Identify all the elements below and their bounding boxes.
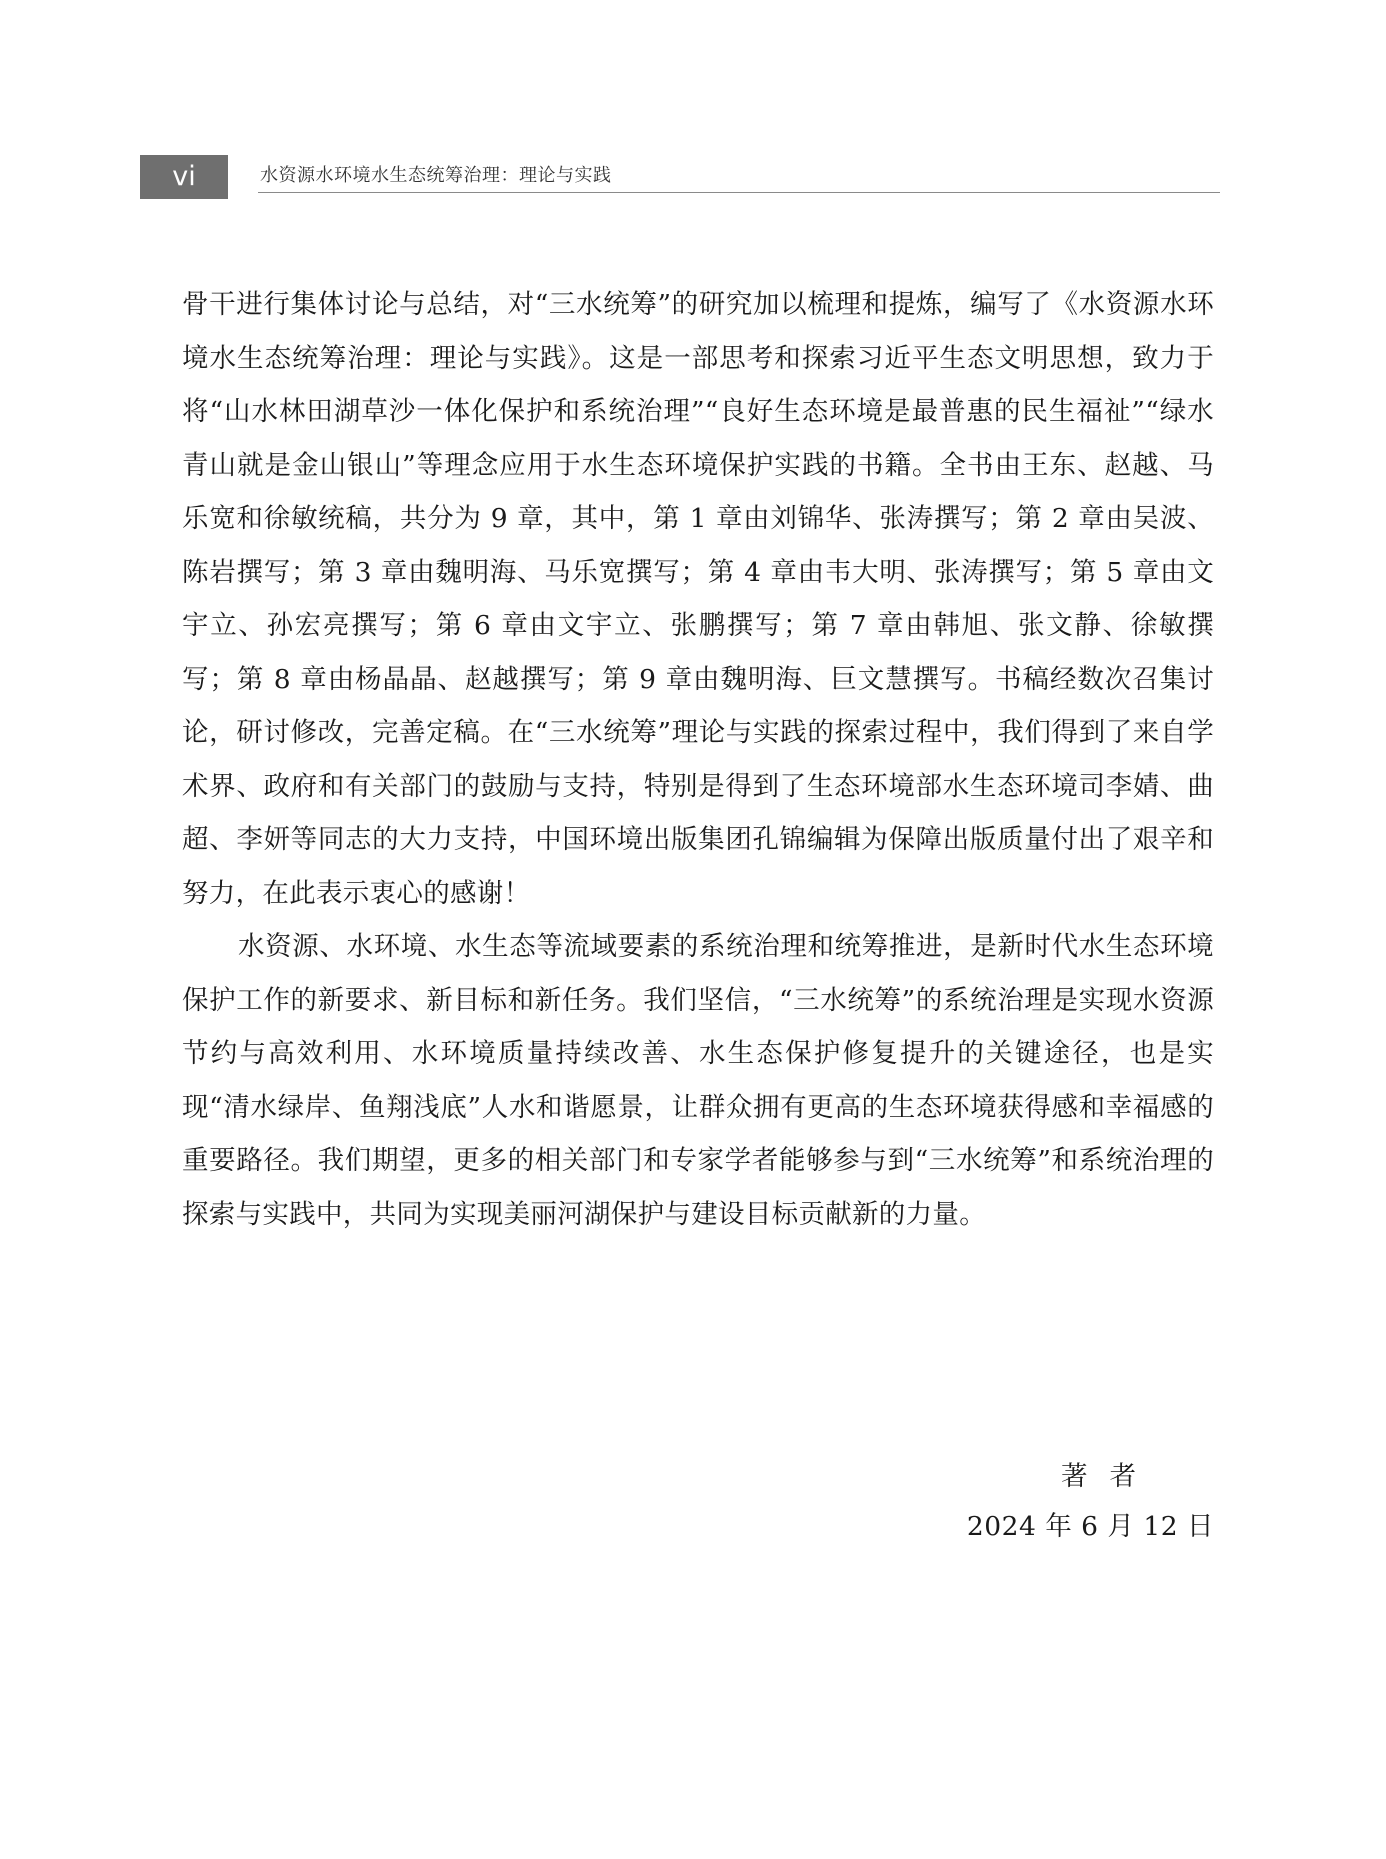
running-title: 水资源水环境水生态统筹治理：理论与实践: [260, 165, 612, 186]
paragraph: 水资源、水环境、水生态等流域要素的系统治理和统筹推进，是新时代水生态环境保护工作的新要求、新目标和新任务。我们坚信，“三水统筹”的系统治理是实现水资源节约与高效利用、水环境质量持续改善、水生态保护修复提升的关键途径，也是实现“清水绿岸、鱼翔浅底”人水和谐愿景，让群众拥有更高的生态环境获得感和幸福感的重要路径。我们期望，更多的相关部门和专家学者能够参与到“三水统筹”和系统治理的探索与实践中，共同为实现美丽河湖保护与建设目标贡献新的力量。: [182, 931, 1214, 1230]
body-text: [182, 278, 1214, 1241]
page-header: [140, 155, 1220, 199]
paragraph: 骨干进行集体讨论与总结，对“三水统筹”的研究加以梳理和提炼，编写了《水资源水环境水生态统筹治理：理论与实践》。这是一部思考和探索习近平生态文明思想，致力于将“山水林田湖草沙一体化保护和系统治理”“良好生态环境是最普惠的民生福祉”“绿水青山就是金山银山”等理念应用于水生态环境保护实践的书籍。全书由王东、赵越、马乐宽和徐敏统稿，共分为 9 章，其中，第 1 章由刘锦华、张涛撰写；第 2 章由吴波、陈岩撰写；第 3 章由魏明海、马乐宽撰写；第 4 章由韦大明、张涛撰写；第 5 章由文宇立、孙宏亮撰写；第 6 章由文宇立、张鹏撰写；第 7 章由韩旭、张文静、徐敏撰写；第 8 章由杨晶晶、赵越撰写；第 9 章由魏明海、巨文慧撰写。书稿经数次召集讨论，研讨修改，完善定稿。在“三水统筹”理论与实践的探索过程中，我们得到了来自学术界、政府和有关部门的鼓励与支持，特别是得到了生态环境部水生态环境司李婧、曲超、李妍等同志的大力支持，中国环境出版集团孔锦编辑为保障出版质量付出了艰辛和努力，在此表示衷心的感谢！: [182, 289, 1214, 909]
signature-block: [967, 1452, 1214, 1552]
header-rule: [258, 192, 1220, 193]
page-number: vi: [140, 155, 228, 199]
signature-date: 2024 年 6 月 12 日: [966, 1511, 1214, 1542]
author-signature: 著者: [1061, 1461, 1158, 1492]
